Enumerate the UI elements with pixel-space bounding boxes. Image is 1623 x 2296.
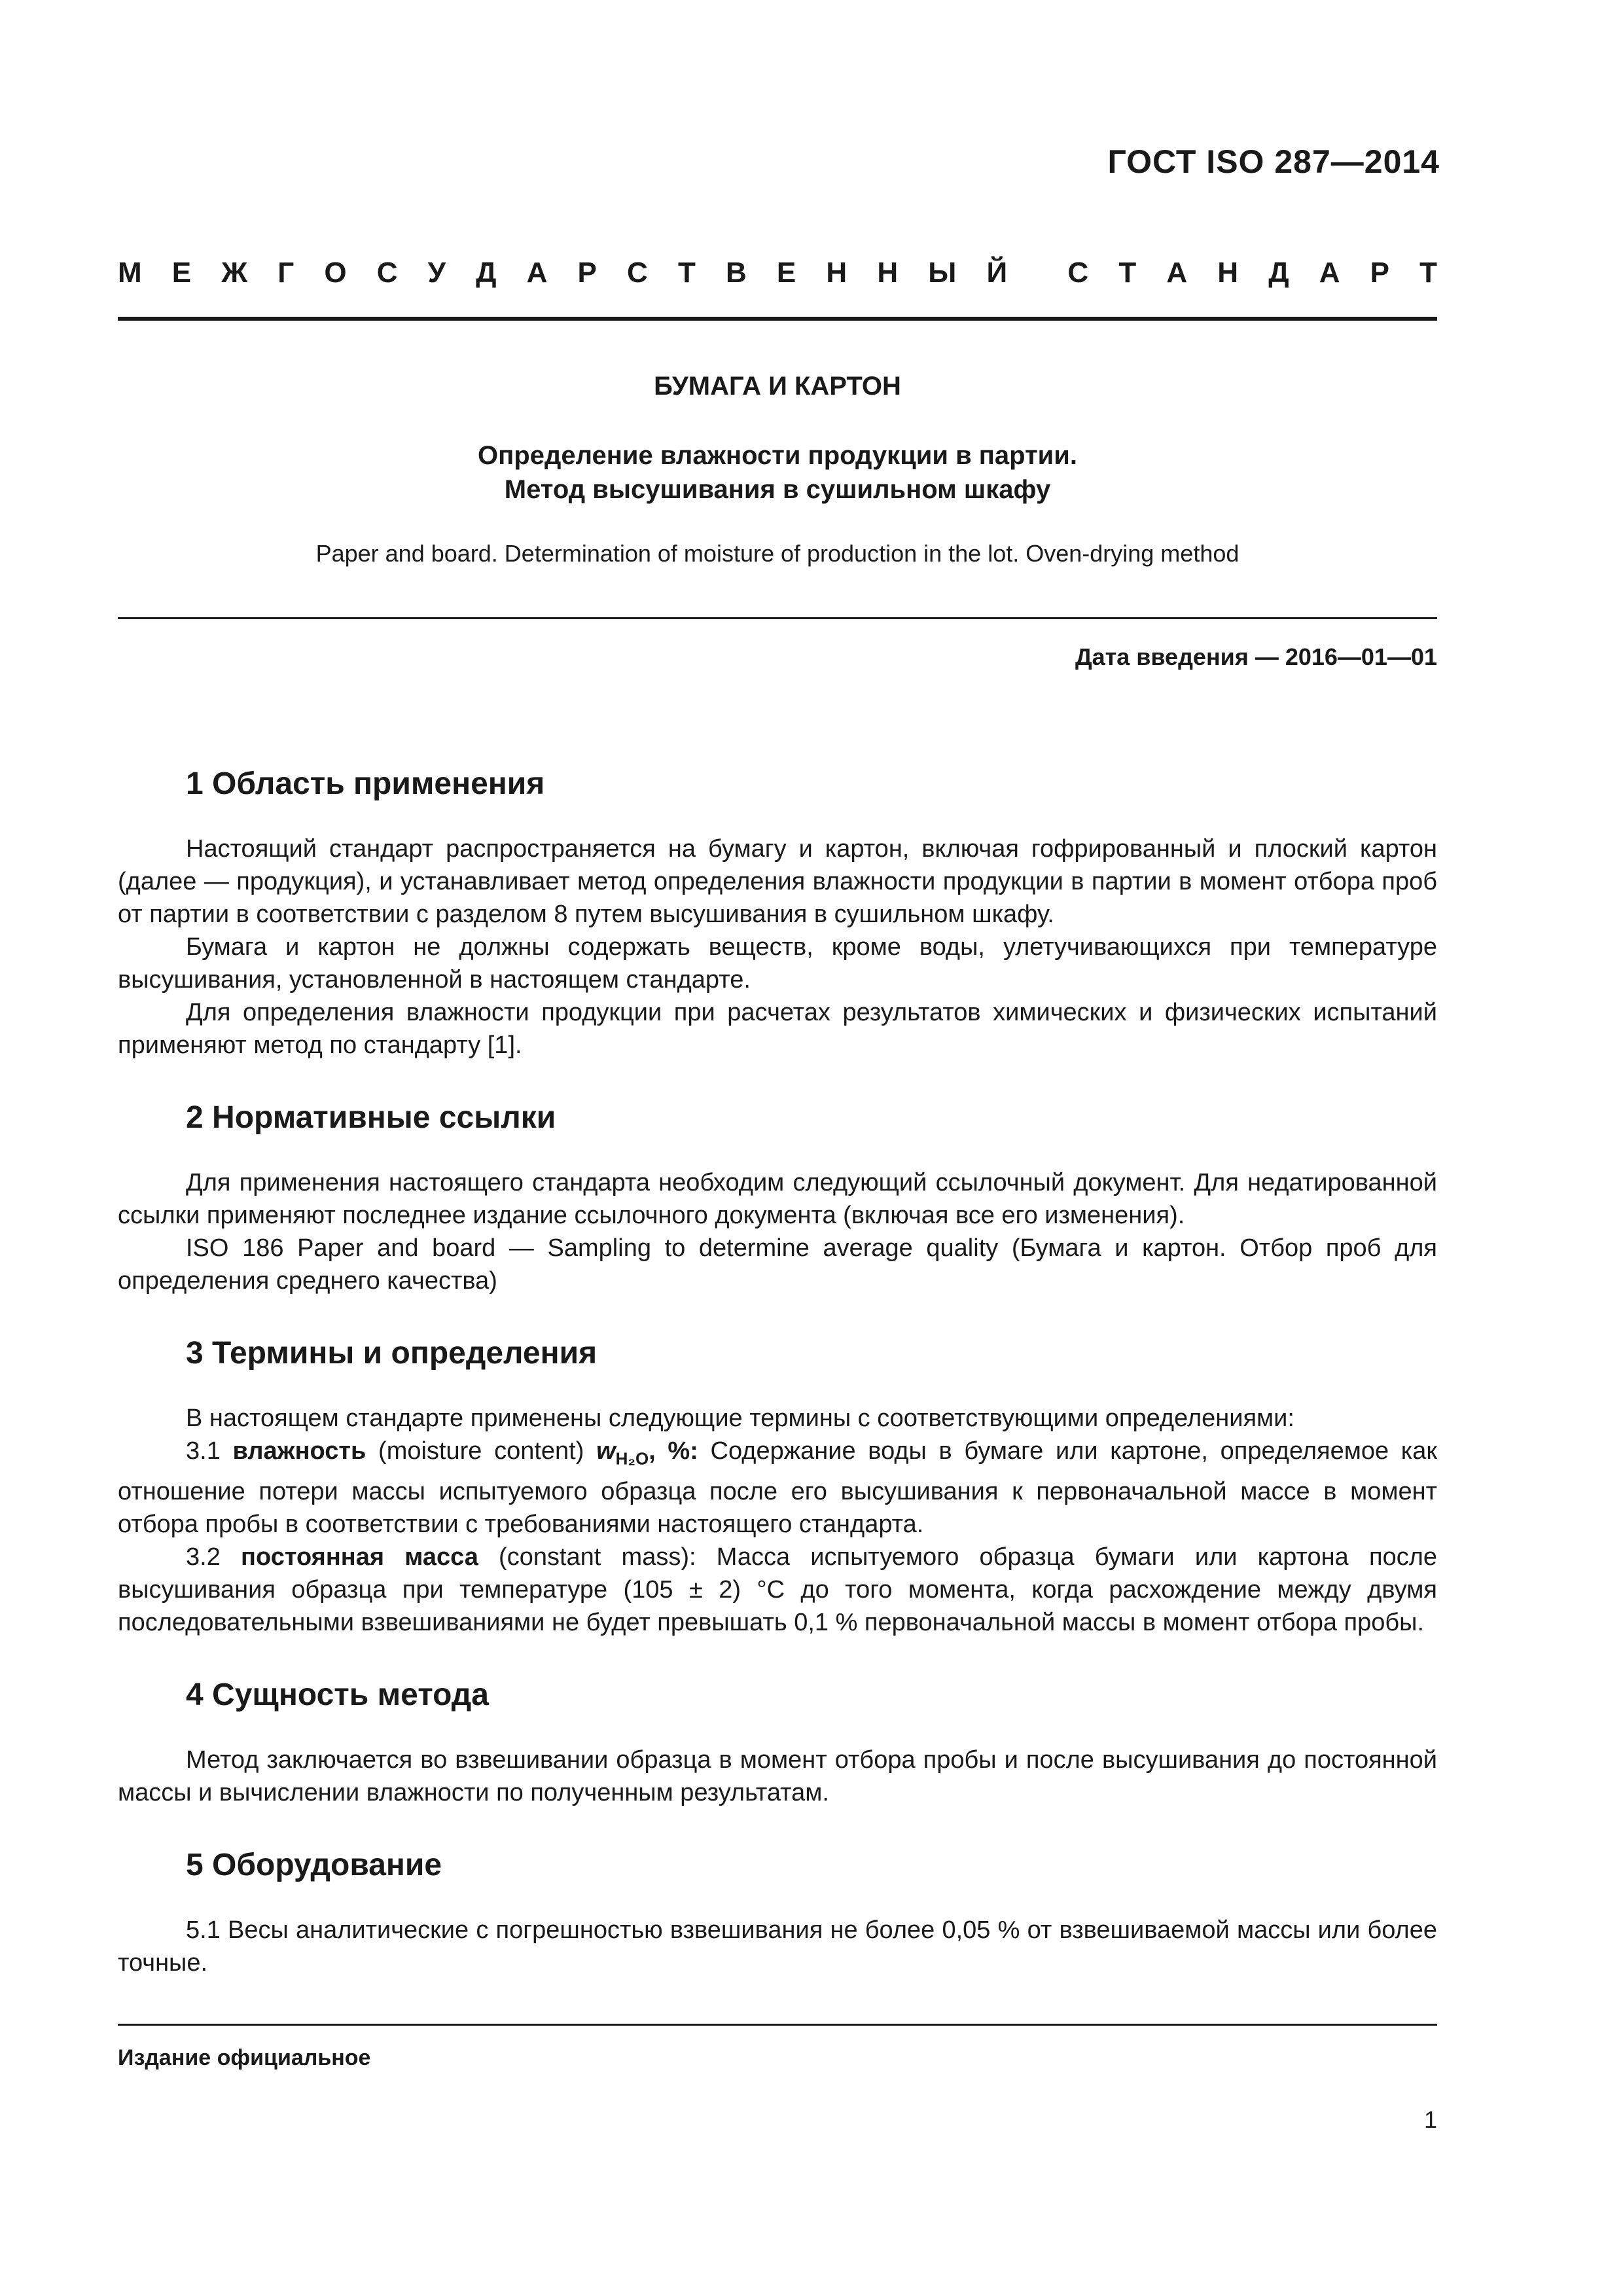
banner-letter: А: [526, 257, 548, 289]
term-number: 3.1: [186, 1437, 233, 1465]
term-name: постоянная масса: [241, 1543, 478, 1571]
banner-letter: Д: [476, 257, 497, 289]
banner-letter: Н: [826, 257, 847, 289]
section-normative-references: [118, 1098, 1437, 1297]
banner-letter: Е: [776, 257, 796, 289]
banner-letter: Р: [577, 257, 597, 289]
english-title: Paper and board. Determination of moisture of production in the lot. Oven-drying method: [315, 540, 1240, 567]
paragraph: Метод заключается во взвешивании образца в момент отбора пробы и после высушивания до постоянной массы и вычислении влажности по полученным результатам.: [118, 1746, 1437, 1806]
title-divider: [118, 617, 1437, 619]
banner-letter: Й: [986, 257, 1008, 289]
banner-letter: М: [118, 257, 142, 289]
paragraph: Бумага и картон не должны содержать веществ, кроме воды, улетучивающихся при температуре высушивания, установленной в настоящем стандарте.: [118, 933, 1437, 994]
term-definition: (constant mass): Масса испытуемого образца бумаги или картона после высушивания образца при температуре (105 ± 2) °С до того момента, когда расхождение между двумя последовательными взвешиваниями не будет превышать 0,1 % первоначальной массы в момент отбора пробы.: [118, 1543, 1438, 1636]
banner-letter: Т: [677, 257, 696, 289]
banner-letter: Ы: [928, 257, 957, 289]
term-definition-moisture: [118, 1435, 1437, 1541]
banner-letter: Р: [1370, 257, 1389, 289]
section-terms-definitions: [118, 1334, 1437, 1639]
paragraph: Для применения настоящего стандарта необходим следующий ссылочный документ. Для недатированной ссылки применяют последнее издание ссылочного документа (включая все его изменения).: [118, 1169, 1437, 1229]
edition-label: Издание официальное: [118, 2045, 371, 2070]
header-divider: [118, 317, 1437, 321]
term-symbol: $w_{H_2O}$: [596, 1437, 649, 1469]
term-symbol-subscript: H₂O: [615, 1448, 649, 1469]
banner-letter: Т: [1419, 257, 1437, 289]
banner-letter: У: [427, 257, 446, 289]
section-method-principle: [118, 1676, 1437, 1809]
subtitle-line-2: Метод высушивания в сушильном шкафу: [504, 475, 1051, 504]
banner-letter: А: [1319, 257, 1340, 289]
banner-letter: Н: [877, 257, 899, 289]
paragraph: 5.1 Весы аналитические с погрешностью взвешивания не более 0,05 % от взвешиваемой массы или более точные.: [118, 1916, 1437, 1977]
banner-letter: Т: [1118, 257, 1137, 289]
banner-letter: Г: [277, 257, 294, 289]
banner-letter: Е: [171, 257, 192, 289]
section-equipment: [118, 1846, 1437, 1979]
interstate-standard-banner: [118, 257, 1437, 289]
paragraph: Настоящий стандарт распространяется на бумагу и картон, включая гофрированный и плоский картон (далее — продукция), и устанавливает метод определения влажности продукции в партии в момент отбора проб от партии в соответствии с разделом 8 путем высушивания в сушильном шкафу.: [118, 835, 1437, 928]
paragraph: ISO 186 Paper and board — Sampling to determine average quality (Бумага и картон. Отбор проб для определения среднего качества): [118, 1234, 1437, 1295]
banner-letter: С: [627, 257, 648, 289]
banner-letter: С: [376, 257, 398, 289]
subtitle-line-1: Определение влажности продукции в партии.: [478, 441, 1077, 470]
paragraph: В настоящем стандарте применены следующие термины с соответствующими определениями:: [186, 1405, 1294, 1432]
banner-letter: В: [726, 257, 747, 289]
document-body: [118, 764, 1437, 1979]
footer-divider: [118, 2024, 1437, 2026]
term-number: 3.2: [186, 1543, 241, 1571]
section-scope: [118, 764, 1437, 1062]
section-heading: 5 Оборудование: [186, 1847, 442, 1882]
term-english: (moisture content): [366, 1437, 597, 1465]
page-number: 1: [1423, 2106, 1437, 2133]
introduction-date: Дата введения — 2016—01—01: [1075, 643, 1437, 670]
section-heading: 2 Нормативные ссылки: [186, 1100, 556, 1135]
banner-letter: Д: [1268, 257, 1289, 289]
section-heading: 1 Область применения: [186, 766, 545, 801]
banner-letter: А: [1166, 257, 1188, 289]
standard-code: ГОСТ ISO 287—2014: [1107, 143, 1440, 180]
term-definition-constant-mass: [118, 1541, 1437, 1639]
term-name: влажность: [232, 1437, 366, 1465]
document-title: БУМАГА И КАРТОН: [654, 372, 901, 401]
section-heading: 3 Термины и определения: [186, 1336, 597, 1371]
paragraph: Для определения влажности продукции при расчетах результатов химических и физических испытаний применяют метод по стандарту [1].: [118, 999, 1437, 1059]
document-subtitle: [118, 439, 1437, 507]
banner-letter: С: [1067, 257, 1089, 289]
section-heading: 4 Сущность метода: [186, 1677, 489, 1712]
term-definition: Содержание воды в бумаге или картоне, определяемое как отношение потери массы испытуемого образца после его высушивания к первоначальной массе в момент отбора пробы в соответствии с требованиями настоящего стандарта.: [118, 1437, 1438, 1538]
banner-letter: Н: [1217, 257, 1239, 289]
term-unit: , %:: [649, 1437, 698, 1465]
banner-letter: О: [324, 257, 347, 289]
banner-letter: Ж: [221, 257, 248, 289]
